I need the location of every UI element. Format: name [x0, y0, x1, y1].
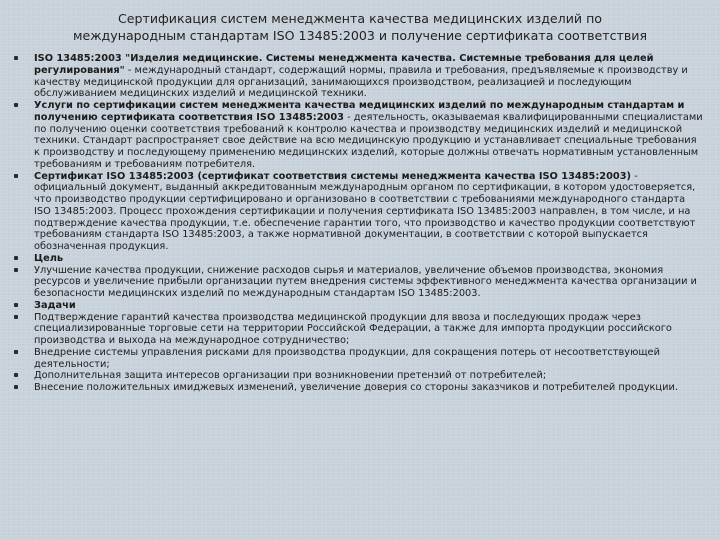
list-item: [14, 370, 704, 382]
bullet-icon: [14, 256, 18, 260]
item-bold-text: Задачи: [34, 299, 76, 311]
list-item: [14, 100, 704, 171]
bullet-icon: [14, 315, 18, 319]
item-bold-text: Услуги по сертификации систем менеджмента качества медицинских изделий по международным стандартам и получению сертификата соответствия ISO 13485:2003: [34, 100, 685, 123]
list-item: [14, 382, 704, 394]
list-item: [14, 312, 704, 347]
list-item: [14, 53, 704, 100]
bullet-icon: [14, 373, 18, 377]
bullet-icon: [14, 385, 18, 389]
item-text: Внедрение системы управления рисками для производства продукции, для сокращения потерь от несоответствующей деятельности;: [34, 346, 660, 370]
list-item: [14, 265, 704, 300]
bullet-icon: [14, 103, 18, 107]
item-text: - деятельность, оказываемая квалифицированными специалистами по получению оценки соответствия требований к контролю качества и производству медицинских изделий и медицинской техники. Стандарт распространяет свое действие на всю медицинскую продукцию и устанавливает специальные требования к производству и последующему применению медицинских изделий, которые должны отвечать нормативным установленным требованиям и требованиям потребителя.: [34, 111, 703, 170]
bullet-icon: [14, 56, 18, 60]
item-bold-text: Цель: [34, 252, 64, 264]
item-text: - международный стандарт, содержащий нормы, правила и требования, предъявляемые к производству и качеству медицинской продукции для организаций, занимающихся производством, реализацией и последующим обслуживанием медицинских изделий и медицинской техники.: [34, 64, 688, 100]
item-text: Подтверждение гарантий качества производства медицинской продукции для ввоза и последующих продаж через специализированные торговые сети на территории Российской Федерации, а также для импорта продукции российского производства и выхода на международное сотрудничество;: [34, 311, 672, 346]
item-text: Улучшение качества продукции, снижение расходов сырья и материалов, увеличение объемов производства, экономия ресурсов и увеличение прибыли организации путем внедрения системы эффективного менеджмента качества организации и безопасности медицинских изделий по международным стандартам ISO 13485:2003.: [34, 264, 697, 299]
bullet-icon: [14, 174, 18, 178]
item-text: Внесение положительных имиджевых изменений, увеличение доверия со стороны заказчиков и потребителей продукции.: [34, 382, 678, 393]
item-text: Дополнительная защита интересов организации при возникновении претензий от потребителей;: [34, 370, 547, 382]
item-bold-text: ISO 13485:2003 "Изделия медицинские. Системы менеджмента качества. Системные требования для целей регулирования": [34, 53, 654, 76]
item-bold-text: Сертификат ISO 13485:2003 (сертификат соответствия системы менеджмента качества ISO 13485:2003): [34, 170, 632, 182]
item-text: - официальный документ, выданный аккредитованным международным органом по сертификации, в котором удостоверяется, что производство продукции сертифицировано и организовано в соответствии с требованиями международного стандарта ISO 13485:2003. Процесс прохождения сертификации и получения сертификата ISO 13485:2003 направлен, в том числе, и на подтверждение качества продукции, т.е. обеспечение гарантии того, что производство и качество продукции соответствуют требованиям стандарта ISO 13485:2003, а также нормативной документации, в соответствии с которой выпускается обозначенная продукция.: [34, 170, 696, 252]
slide-title: Сертификация систем менеджмента качества медицинских изделий по международным стандартам ISO 13485:2003 и получение сертификата соответствия: [72, 11, 648, 43]
list-item: [14, 171, 704, 253]
list-item: [14, 253, 704, 265]
bullet-list: [14, 53, 704, 394]
bullet-icon: [14, 303, 18, 307]
bullet-icon: [14, 268, 18, 272]
list-item: [14, 347, 704, 371]
bullet-icon: [14, 350, 18, 354]
list-item: [14, 300, 704, 312]
